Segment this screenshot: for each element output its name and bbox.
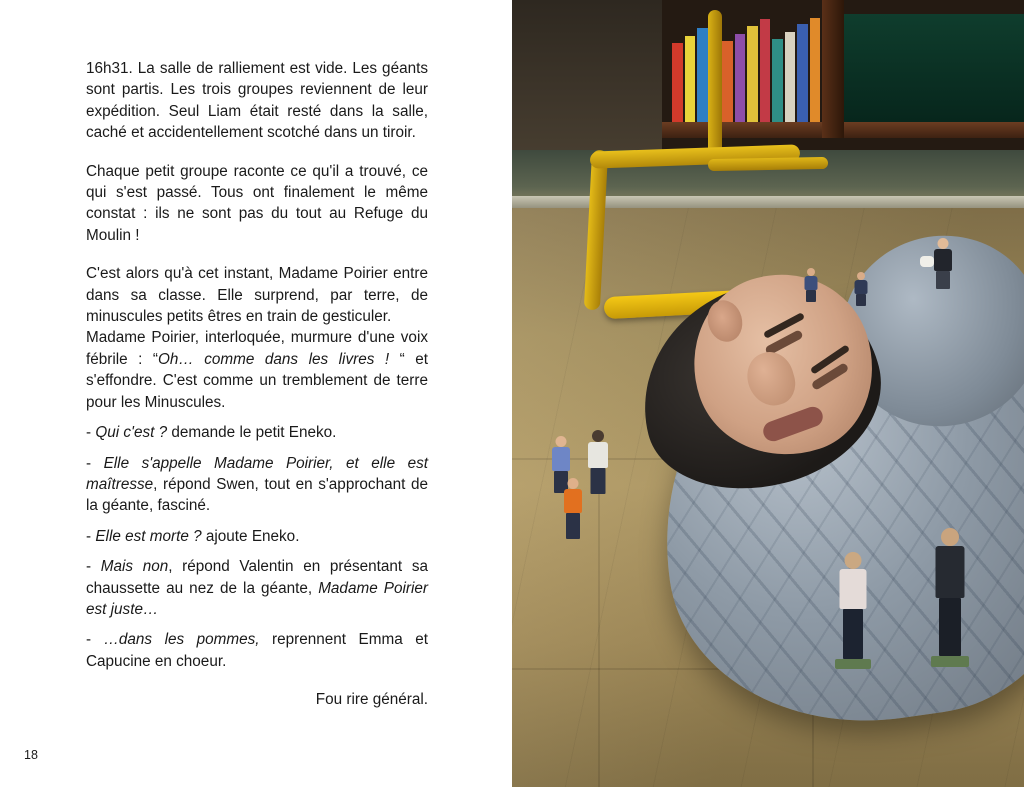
p9-run-2-italic: …dans les pommes,: [103, 631, 260, 649]
story-text-column: [86, 58, 428, 728]
mini-head: [938, 238, 949, 249]
p8-run-1: -: [86, 558, 101, 576]
mini-figure-group-white: [584, 430, 612, 500]
p9-run-1: -: [86, 631, 104, 649]
photo-green-cabinet: [844, 14, 1024, 122]
p4-run-2-italic: Oh… comme dans les livres !: [158, 350, 390, 368]
dialogue-line-1: [86, 422, 428, 443]
dialogue-line-3: [86, 526, 428, 547]
p7-run-2-italic: Elle est morte ?: [95, 527, 202, 545]
mini-torso: [840, 569, 867, 609]
illustration-photo: [512, 0, 1024, 787]
book-spine: [697, 28, 708, 122]
mini-legs: [939, 598, 961, 656]
mini-head: [857, 272, 865, 280]
book-spine: [685, 36, 696, 122]
mini-sock: [920, 256, 934, 267]
p5-run-3: demande le petit Eneko.: [167, 424, 337, 442]
photo-shelf-side: [822, 0, 844, 138]
book-spine: [785, 32, 796, 122]
mini-torso: [855, 280, 868, 294]
mini-legs: [806, 290, 816, 302]
p7-run-3: ajoute Eneko.: [201, 527, 300, 545]
dialogue-line-4: [86, 556, 428, 620]
paragraph-3: C'est alors qu'à cet instant, Madame Poirier entre dans sa classe. Elle surprend, par terre, de minuscules petits êtres en train de gesticuler.: [86, 265, 428, 326]
book-spine: [672, 43, 683, 122]
mini-figure-sock-holder: [918, 256, 936, 268]
mini-torso: [552, 447, 570, 471]
mini-head: [556, 436, 567, 447]
p8-run-4-italic: Madame Poirier est juste…: [86, 579, 428, 618]
mini-torso: [936, 546, 965, 598]
photo-floor-seam-3: [598, 458, 600, 787]
mini-head: [568, 478, 579, 489]
page-number: 18: [24, 748, 38, 762]
mini-legs: [566, 513, 580, 539]
mini-head: [941, 528, 959, 546]
paragraph-1: 16h31. La salle de ralliement est vide. Les géants sont partis. Les trois groupes reviennent de leur expédition. Seul Liam était resté dans la salle, caché et accidentellement scotché dans un tiroir.: [86, 60, 428, 142]
book-spine: [772, 39, 783, 122]
mini-figure-blue-a: [802, 268, 820, 304]
photo-wall-panel: [512, 0, 662, 172]
mini-legs: [856, 294, 866, 306]
dialogue-line-5: [86, 629, 428, 672]
book-spine: [760, 19, 771, 122]
paragraph-4: [86, 327, 428, 413]
mini-torso: [805, 276, 818, 290]
mini-base: [835, 659, 871, 669]
book-spine: [810, 18, 821, 122]
book-spine: [747, 26, 758, 122]
p7-run-1: -: [86, 527, 96, 545]
closing-line: Fou rire général.: [315, 691, 428, 709]
p4-run-3: “ et s'effondre. C'est comme un tremblement de terre pour les Minuscules.: [86, 350, 428, 411]
photo-chair-leg-right: [708, 10, 722, 160]
p5-run-2-italic: Qui c'est ?: [95, 424, 168, 442]
mini-figure-blue-b: [852, 272, 870, 308]
p9-run-3: reprennent Emma et Capucine en choeur.: [86, 631, 428, 670]
p5-run-1: -: [86, 424, 96, 442]
p8-run-2-italic: Mais non: [100, 558, 169, 576]
book-spine: [722, 41, 733, 122]
dialogue-line-2: [86, 453, 428, 517]
mini-base: [931, 656, 969, 667]
book-spine: [797, 24, 808, 122]
photo-chair-bar-mid: [708, 157, 828, 171]
p6-run-1: -: [86, 454, 104, 472]
mini-figure-foreground-left: [834, 552, 872, 672]
mini-head: [592, 430, 604, 442]
mini-legs: [936, 271, 950, 289]
paragraph-2: Chaque petit groupe raconte ce qu'il a trouvé, ce qui s'est passé. Tous ont finalement le même constat : ils ne sont pas du tout au Refuge du Moulin !: [86, 162, 428, 244]
mini-torso: [588, 442, 608, 468]
photo-book-spines: [672, 18, 820, 122]
mini-legs: [591, 468, 606, 494]
p4-run-1: Madame Poirier, interloquée, murmure d'une voix fébrile : “: [86, 329, 428, 368]
p6-run-2-italic: Elle s'appelle Madame Poirier, et elle est maîtresse: [86, 454, 428, 493]
mini-head: [807, 268, 815, 276]
p8-run-3: , répond Valentin en présentant sa chaussette au nez de la géante,: [86, 558, 428, 597]
mini-torso: [934, 249, 952, 271]
mini-figure-group-orange: [560, 478, 586, 546]
mini-figure-foreground-right: [930, 528, 970, 672]
mini-legs: [843, 609, 863, 659]
p6-run-3: , répond Swen, tout en s'approchant de la géante, fasciné.: [86, 475, 428, 515]
mini-torso: [564, 489, 582, 513]
mini-head: [845, 552, 862, 569]
book-spine: [735, 34, 746, 122]
